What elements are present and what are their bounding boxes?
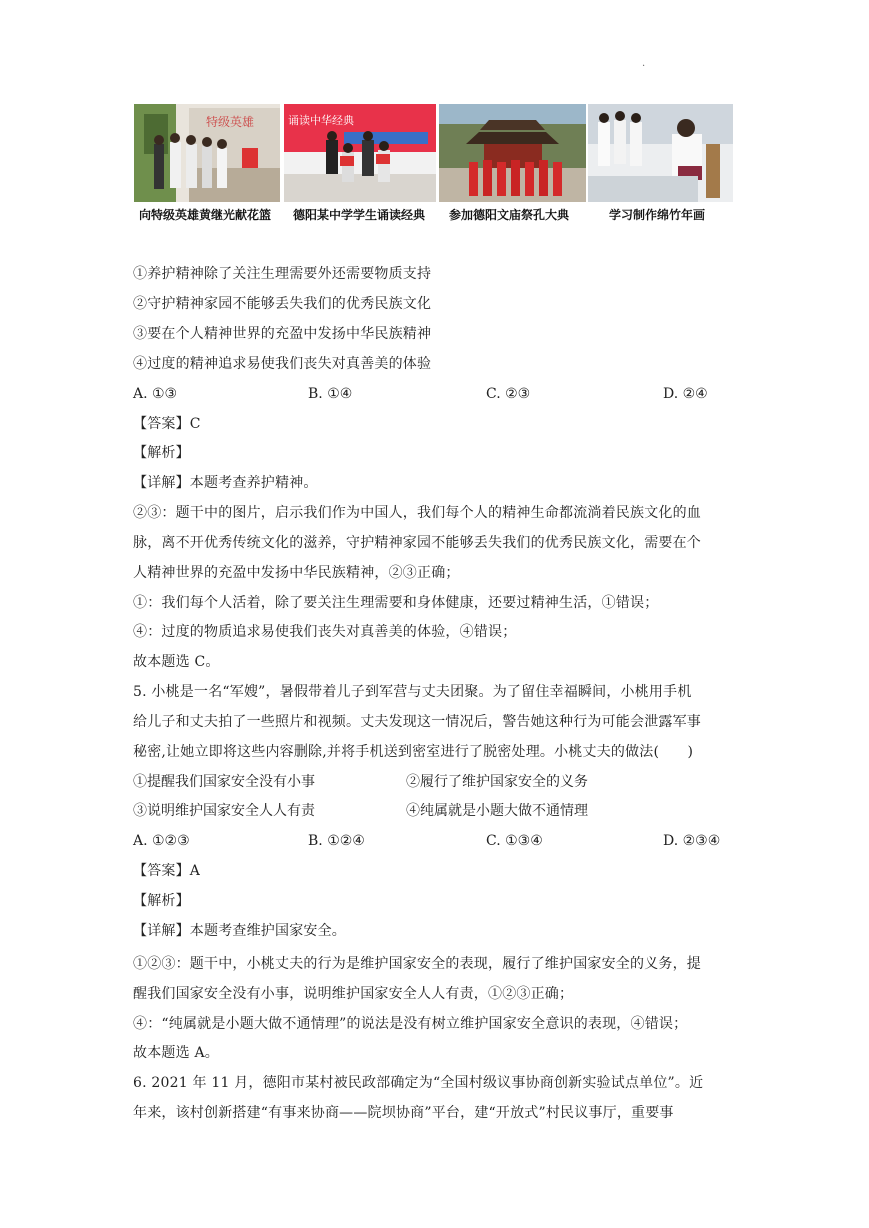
q4-conclusion: 故本题选 C。 xyxy=(133,654,220,670)
q4-explain-line: ④：过度的物质追求易使我们丧失对真善美的体验，④错误； xyxy=(133,624,517,640)
temple-ceremony-photo-icon xyxy=(439,104,586,202)
q4-statement: ①养护精神除了关注生理需要外还需要物质支持 xyxy=(133,266,432,282)
option-a: A. ①③ xyxy=(133,386,178,402)
q4-statement: ②守护精神家园不能够丢失我们的优秀民族文化 xyxy=(133,296,432,312)
option-b: B. ①④ xyxy=(308,386,353,402)
memorial-photo-icon xyxy=(134,104,280,202)
q5-explain-line: ④：“纯属就是小题大做不通情理”的说法是没有树立维护国家安全意识的表现，④错误； xyxy=(133,1016,688,1032)
photo-strip xyxy=(133,104,733,222)
photo-caption: 学习制作绵竹年画 xyxy=(609,208,706,222)
q4-detail: 【详解】本题考查养护精神。 xyxy=(133,475,318,491)
option-c: C. ②③ xyxy=(486,386,531,402)
q5-options xyxy=(133,831,739,851)
q5-stem-line: 秘密,让她立即将这些内容删除,并将手机送到密室进行了脱密处理。小桃丈夫的做法( ) xyxy=(133,744,694,760)
q5-statement: ②履行了维护国家安全的义务 xyxy=(406,774,588,790)
page-mark: . xyxy=(642,58,646,69)
q4-statement: ④过度的精神追求易使我们丧失对真善美的体验 xyxy=(133,356,432,372)
q4-explain-line: ①：我们每个人活着，除了要关注生理需要和身体健康，还要过精神生活，①错误； xyxy=(133,595,659,611)
q5-statement: ③说明维护国家安全人人有责 xyxy=(133,803,315,819)
svg-text:诵读中华经典: 诵读中华经典 xyxy=(288,114,354,127)
q4-explain-line: 脉，离不开优秀传统文化的滋养，守护精神家园不能够丢失我们的优秀民族文化，需要在个 xyxy=(133,535,701,551)
photo-caption: 德阳某中学学生诵读经典 xyxy=(293,208,426,222)
q6-stem-line: 年来，该村创新搭建“有事来协商——院坝协商”平台，建“开放式”村民议事厅，重要事 xyxy=(133,1105,674,1121)
svg-text:特级英雄: 特级英雄 xyxy=(206,115,255,129)
q4-answer: 【答案】C xyxy=(133,416,201,432)
q4-explain-line: 人精神世界的充盈中发扬中华民族精神，②③正确； xyxy=(133,565,460,581)
q4-options xyxy=(133,384,739,404)
photo-caption: 参加德阳文庙祭孔大典 xyxy=(449,208,570,222)
q4-analysis-label: 【解析】 xyxy=(133,445,190,461)
option-d: D. ②④ xyxy=(663,386,708,402)
q5-statements-row xyxy=(133,801,739,821)
q5-statements-row xyxy=(133,772,739,792)
q5-detail: 【详解】本题考查维护国家安全。 xyxy=(133,923,346,939)
q5-explain-line: ①②③：题干中，小桃丈夫的行为是维护国家安全的表现，履行了维护国家安全的义务，提 xyxy=(133,956,701,972)
option-b: B. ①②④ xyxy=(308,833,365,849)
option-c: C. ①③④ xyxy=(486,833,543,849)
q6-stem-line: 6. 2021 年 11 月，德阳市某村被民政部确定为“全国村级议事协商创新实验试点单位”。近 xyxy=(133,1075,704,1091)
q5-explain-line: 醒我们国家安全没有小事，说明维护国家安全人人有责，①②③正确； xyxy=(133,986,574,1002)
q4-statement: ③要在个人精神世界的充盈中发扬中华民族精神 xyxy=(133,326,432,342)
q5-answer: 【答案】A xyxy=(133,863,201,879)
q5-statement: ④纯属就是小题大做不通情理 xyxy=(406,803,588,819)
q5-stem-line: 5. 小桃是一名“军嫂”，暑假带着儿子到军营与丈夫团聚。为了留住幸福瞬间，小桃用手机 xyxy=(133,684,692,700)
q4-explain-line: ②③：题干中的图片，启示我们作为中国人，我们每个人的精神生命都流淌着民族文化的血 xyxy=(133,505,701,521)
q5-statement: ①提醒我们国家安全没有小事 xyxy=(133,774,315,790)
photo-caption: 向特级英雄黄继光献花篮 xyxy=(139,208,272,222)
option-a: A. ①②③ xyxy=(133,833,190,849)
reading-award-photo-icon xyxy=(284,104,436,202)
option-d: D. ②③④ xyxy=(663,833,721,849)
q5-analysis-label: 【解析】 xyxy=(133,893,190,909)
painting-craft-photo-icon xyxy=(588,104,733,202)
q5-stem-line: 给儿子和丈夫拍了一些照片和视频。丈夫发现这一情况后，警告她这种行为可能会泄露军事 xyxy=(133,714,701,730)
q5-conclusion: 故本题选 A。 xyxy=(133,1045,219,1061)
